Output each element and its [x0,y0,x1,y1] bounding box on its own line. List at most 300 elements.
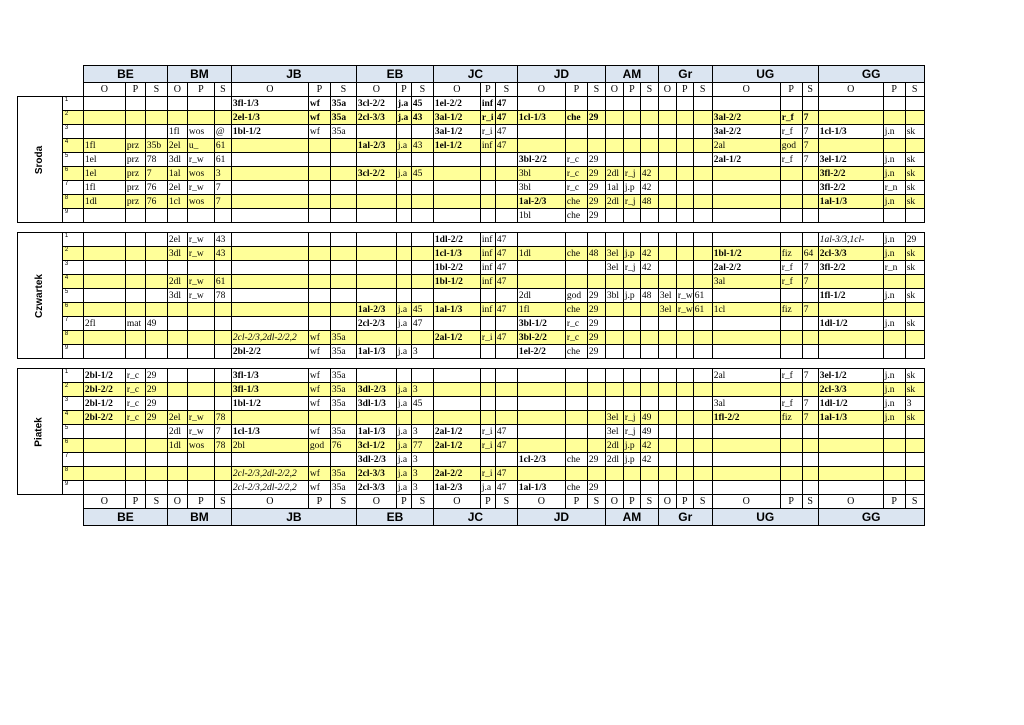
schedule-cell [693,181,712,195]
schedule-cell: 1fl [83,139,125,153]
schedule-cell [145,303,167,317]
schedule-cell: r_f [780,397,802,411]
schedule-cell [214,467,231,481]
schedule-cell: j.a [396,167,411,181]
schedule-cell [517,125,565,139]
schedule-cell [330,195,356,209]
schedule-cell [640,275,658,289]
schedule-cell [712,195,780,209]
schedule-cell: 35a [330,383,356,397]
schedule-cell [356,369,396,383]
schedule-cell [495,289,517,303]
schedule-cell [883,467,905,481]
schedule-cell: 2cl-2/3 [356,317,396,331]
bottom-teacher-row [18,509,925,526]
schedule-cell: 2el [167,233,187,247]
schedule-cell: 3fl-1/3 [231,369,308,383]
schedule-cell [905,481,924,495]
column-header: O [356,495,396,509]
schedule-cell [658,345,676,359]
schedule-cell: r_i [480,331,495,345]
schedule-cell: 1al-3/3,1cl- [818,233,883,247]
schedule-cell [480,411,495,425]
schedule-cell: inf [480,261,495,275]
lesson-row [18,139,925,153]
schedule-cell [802,439,818,453]
schedule-cell: @ [214,125,231,139]
schedule-cell [480,181,495,195]
schedule-cell: 1el-1/2 [433,139,480,153]
schedule-cell [780,317,802,331]
schedule-cell: j.p [623,181,640,195]
lesson-row [18,345,925,359]
schedule-cell [905,331,924,345]
schedule-cell: r_i [480,425,495,439]
schedule-cell [780,97,802,111]
schedule-cell [658,247,676,261]
schedule-cell [818,439,883,453]
schedule-cell [167,209,187,223]
schedule-cell [517,261,565,275]
schedule-cell: 29 [587,453,605,467]
schedule-cell [658,369,676,383]
schedule-cell [187,303,214,317]
schedule-cell [495,181,517,195]
schedule-cell: 42 [640,453,658,467]
schedule-cell [818,209,883,223]
schedule-cell [167,331,187,345]
schedule-cell [517,383,565,397]
schedule-cell: 7 [802,275,818,289]
schedule-cell [818,139,883,153]
schedule-cell: 47 [495,275,517,289]
lesson-number: 8 [62,331,83,345]
schedule-cell [676,261,693,275]
teacher-header: Gr [658,509,712,526]
teacher-header: EB [356,66,433,83]
column-header: P [565,495,587,509]
schedule-cell [676,167,693,181]
schedule-cell [780,289,802,303]
schedule-cell [167,467,187,481]
column-header: O [83,495,125,509]
column-header: P [565,83,587,97]
schedule-cell [658,139,676,153]
schedule-cell: j.n [883,233,905,247]
schedule-cell [802,289,818,303]
schedule-cell [125,125,145,139]
column-header: O [658,83,676,97]
schedule-cell: 3fl-2/2 [818,181,883,195]
schedule-cell [818,111,883,125]
column-header: P [623,495,640,509]
schedule-cell: j.a [396,111,411,125]
schedule-cell [433,289,480,303]
schedule-cell [605,481,623,495]
schedule-cell: r_w [187,233,214,247]
schedule-cell: sk [905,317,924,331]
schedule-cell [693,397,712,411]
schedule-cell [330,453,356,467]
schedule-cell: j.n [883,167,905,181]
schedule-cell [802,467,818,481]
schedule-cell: inf [480,247,495,261]
column-header: S [905,495,924,509]
schedule-cell [167,317,187,331]
schedule-cell [658,439,676,453]
schedule-cell: 78 [145,153,167,167]
schedule-cell [605,369,623,383]
schedule-cell [676,153,693,167]
schedule-cell [214,383,231,397]
lesson-number: 5 [62,153,83,167]
schedule-cell: 47 [495,439,517,453]
schedule-cell [905,97,924,111]
day-label [18,97,63,223]
schedule-cell [676,383,693,397]
schedule-cell [125,275,145,289]
schedule-cell: 61 [214,153,231,167]
schedule-cell [883,275,905,289]
schedule-cell [565,125,587,139]
schedule-cell [676,369,693,383]
schedule-cell: 2cl-3/3 [356,481,396,495]
schedule-cell: wos [187,195,214,209]
schedule-cell: 2al [712,139,780,153]
schedule-cell: 43 [411,139,433,153]
schedule-cell: 29 [905,233,924,247]
schedule-cell: god [780,139,802,153]
schedule-cell [187,467,214,481]
schedule-cell [411,369,433,383]
schedule-cell [676,397,693,411]
schedule-cell [83,209,125,223]
schedule-cell: r_w [187,247,214,261]
schedule-cell: r_n [883,261,905,275]
schedule-cell: j.p [623,439,640,453]
schedule-cell: 7 [214,181,231,195]
schedule-cell [693,139,712,153]
schedule-cell: 1bl-1/2 [231,125,308,139]
schedule-cell [693,425,712,439]
schedule-cell [187,383,214,397]
schedule-cell [433,345,480,359]
schedule-cell: che [565,111,587,125]
schedule-cell [433,317,480,331]
schedule-cell: 2el [167,411,187,425]
teacher-header: UG [712,66,818,83]
teacher-header: BE [83,66,167,83]
column-header: P [883,495,905,509]
schedule-cell [818,425,883,439]
schedule-cell [480,345,495,359]
schedule-cell: 29 [145,383,167,397]
schedule-cell [308,289,330,303]
schedule-cell: 3al [712,397,780,411]
schedule-cell [818,481,883,495]
schedule-cell [125,453,145,467]
schedule-cell: che [565,303,587,317]
schedule-cell [480,289,495,303]
schedule-cell [411,261,433,275]
schedule-cell [396,247,411,261]
day-separator [18,223,925,233]
teacher-header: UG [712,509,818,526]
schedule-cell [433,153,480,167]
schedule-cell: 29 [145,369,167,383]
schedule-cell [693,439,712,453]
schedule-cell: sk [905,195,924,209]
schedule-cell: mat [125,317,145,331]
schedule-cell: 2dl [605,439,623,453]
schedule-cell: 2el [167,139,187,153]
lesson-row [18,383,925,397]
schedule-cell [676,195,693,209]
schedule-cell: r_i [480,467,495,481]
schedule-cell: 2dl [167,275,187,289]
schedule-cell [712,345,780,359]
schedule-cell: 1dl [167,439,187,453]
schedule-cell: 3dl-1/3 [356,397,396,411]
schedule-cell [356,209,396,223]
column-header: O [167,83,187,97]
schedule-cell: 3 [411,425,433,439]
column-header: S [802,495,818,509]
schedule-cell [802,209,818,223]
schedule-cell [214,369,231,383]
schedule-cell [605,97,623,111]
schedule-cell: 3bl-2/2 [517,331,565,345]
schedule-cell: 35a [330,111,356,125]
schedule-cell [640,233,658,247]
column-header: S [145,495,167,509]
column-header: S [587,83,605,97]
schedule-cell: r_c [125,383,145,397]
schedule-cell: che [565,453,587,467]
lesson-number: 6 [62,303,83,317]
schedule-cell [517,439,565,453]
schedule-cell [587,369,605,383]
schedule-cell: 77 [411,439,433,453]
schedule-cell: 35a [330,97,356,111]
schedule-cell [605,383,623,397]
schedule-cell: 61 [693,289,712,303]
lesson-number: 8 [62,195,83,209]
schedule-cell: sk [905,383,924,397]
schedule-cell: 47 [495,247,517,261]
lesson-row [18,439,925,453]
column-header: S [495,83,517,97]
lesson-number: 7 [62,181,83,195]
schedule-cell [145,467,167,481]
schedule-cell: 7 [145,167,167,181]
schedule-cell: r_w [187,275,214,289]
lesson-row [18,195,925,209]
schedule-cell [330,261,356,275]
schedule-cell [905,345,924,359]
column-header: P [187,495,214,509]
schedule-cell: 1fl-2/2 [712,411,780,425]
schedule-cell [693,383,712,397]
schedule-cell [905,439,924,453]
schedule-cell [145,345,167,359]
schedule-cell [883,481,905,495]
schedule-cell: r_w [187,289,214,303]
schedule-cell [605,139,623,153]
schedule-cell [231,233,308,247]
schedule-cell [623,153,640,167]
schedule-cell: 61 [693,303,712,317]
schedule-cell: 1cl [167,195,187,209]
schedule-cell [802,195,818,209]
column-header: S [587,495,605,509]
day-label [18,233,63,359]
column-header: P [780,495,802,509]
lesson-number: 5 [62,289,83,303]
lesson-row [18,233,925,247]
schedule-cell: 47 [495,125,517,139]
schedule-cell [330,411,356,425]
column-header: S [640,83,658,97]
schedule-cell [125,331,145,345]
schedule-cell [676,233,693,247]
schedule-cell [883,303,905,317]
schedule-cell: 1cl [712,303,780,317]
schedule-cell [495,195,517,209]
teacher-header: BM [167,509,231,526]
schedule-cell [356,233,396,247]
schedule-cell: 3el [605,261,623,275]
schedule-cell: 35a [330,345,356,359]
schedule-cell: 47 [495,467,517,481]
schedule-cell [167,97,187,111]
schedule-cell [658,233,676,247]
schedule-cell [330,233,356,247]
schedule-cell [433,195,480,209]
schedule-cell [330,317,356,331]
schedule-cell: 1cl-1/3 [433,247,480,261]
schedule-cell: 45 [411,397,433,411]
schedule-cell [480,167,495,181]
schedule-cell [356,289,396,303]
schedule-cell [587,139,605,153]
schedule-cell [480,209,495,223]
schedule-cell: 2cl-2/3,2dl-2/2,2 [231,467,308,481]
schedule-cell [231,275,308,289]
schedule-cell: j.a [396,453,411,467]
schedule-cell [712,467,780,481]
schedule-cell: 48 [640,195,658,209]
schedule-cell: 3bl [517,167,565,181]
schedule-cell: 7 [802,411,818,425]
schedule-cell: 1al-1/3 [517,481,565,495]
schedule-cell: 47 [495,481,517,495]
schedule-cell: 2el-1/3 [231,111,308,125]
schedule-cell [818,331,883,345]
schedule-cell: 7 [802,111,818,125]
schedule-cell: 29 [587,153,605,167]
schedule-cell: r_f [780,369,802,383]
schedule-cell [167,345,187,359]
schedule-cell: 2al-2/2 [433,467,480,481]
schedule-cell: wf [308,345,330,359]
schedule-cell [605,233,623,247]
schedule-cell: r_w [187,153,214,167]
schedule-cell: 3bl-1/2 [517,317,565,331]
schedule-cell: j.n [883,289,905,303]
schedule-cell: r_c [565,317,587,331]
schedule-cell: sk [905,247,924,261]
schedule-cell [187,331,214,345]
schedule-cell [905,209,924,223]
schedule-cell [693,195,712,209]
schedule-cell [330,275,356,289]
schedule-cell: 3 [411,453,433,467]
schedule-cell [187,209,214,223]
schedule-cell [883,439,905,453]
schedule-cell [623,467,640,481]
schedule-cell [658,125,676,139]
schedule-cell: 42 [640,439,658,453]
column-header: O [517,495,565,509]
schedule-cell: wf [308,369,330,383]
schedule-cell [712,289,780,303]
schedule-cell [693,317,712,331]
schedule-cell [83,247,125,261]
schedule-cell [187,397,214,411]
column-header: S [802,83,818,97]
schedule-cell [905,139,924,153]
schedule-cell [480,397,495,411]
schedule-cell: 1al-1/3 [356,425,396,439]
schedule-cell: sk [905,261,924,275]
lesson-number: 4 [62,275,83,289]
schedule-cell: 3 [905,397,924,411]
schedule-cell: 43 [214,233,231,247]
schedule-cell [125,467,145,481]
schedule-cell: r_n [883,181,905,195]
lesson-row [18,453,925,467]
schedule-cell: 2bl-2/2 [83,411,125,425]
schedule-cell: j.n [883,397,905,411]
schedule-cell [125,261,145,275]
column-header: O [712,495,780,509]
column-header: P [308,83,330,97]
teacher-header: GG [818,66,924,83]
schedule-cell [125,247,145,261]
schedule-cell [676,331,693,345]
schedule-cell [693,331,712,345]
schedule-cell: 1dl [83,195,125,209]
schedule-cell [330,139,356,153]
schedule-cell [495,209,517,223]
schedule-cell: 7 [802,261,818,275]
schedule-cell [231,289,308,303]
schedule-cell [167,383,187,397]
column-header: P [676,83,693,97]
schedule-cell [676,481,693,495]
schedule-cell [330,153,356,167]
schedule-cell [145,261,167,275]
schedule-cell: 2al-2/2 [712,261,780,275]
schedule-cell: j.a [396,97,411,111]
schedule-cell: 2cl-3/3 [818,383,883,397]
schedule-cell [605,125,623,139]
schedule-cell [676,425,693,439]
teacher-header: Gr [658,66,712,83]
schedule-cell [605,397,623,411]
schedule-cell: sk [905,167,924,181]
